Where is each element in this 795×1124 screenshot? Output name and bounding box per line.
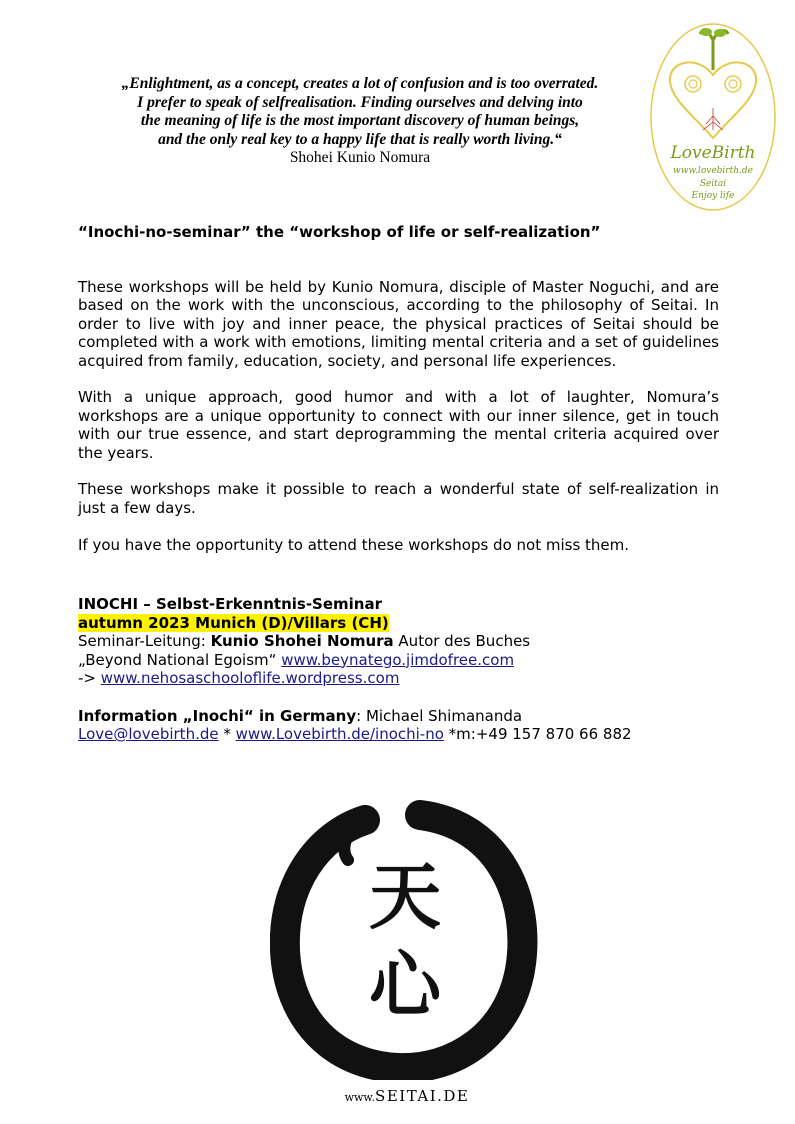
paragraph: These workshops make it possible to reach a wonderful state of self-realization in just a few days.: [78, 480, 719, 517]
spiral-icon: [685, 76, 701, 92]
footer-brand: SEITAI.DE: [375, 1087, 470, 1105]
quote-line: I prefer to speak of selfrealisation. Finding ourselves and delving into: [137, 93, 583, 111]
leader-prefix: Seminar-Leitung:: [78, 632, 211, 651]
leaf-icon: [700, 28, 712, 36]
body-text: [78, 278, 719, 572]
seminar-dates: autumn 2023 Munich (D)/Villars (CH): [78, 613, 389, 632]
roots-icon: [703, 108, 723, 130]
section-heading: “Inochi-no-seminar” the “workshop of life or self-realization”: [78, 223, 601, 241]
kanji-shin: 心: [368, 943, 442, 1027]
spiral-icon: [725, 76, 741, 92]
quote-author: Shohei Kunio Nomura: [289, 149, 431, 166]
footer-prefix: www.: [344, 1091, 376, 1104]
leaf-icon: [714, 29, 726, 37]
seminar-title: INOCHI – Selbst-Erkenntnis-Seminar: [78, 595, 382, 613]
phone-number: *m:+49 157 870 66 882: [443, 725, 632, 744]
paragraph: These workshops will be held by Kunio Nomura, disciple of Master Noguchi, and are based on the work with the unconscious, according to the philosophy of Seitai. In order to live with joy and inner peace, the physical practices of Seitai should be completed with a work with emotions, limiting mental criteria and a set of guidelines acquired from family, education, society, and personal life experiences.: [78, 278, 719, 370]
book-link[interactable]: www.beynatego.jimdofree.com: [281, 650, 515, 669]
separator-star: *: [218, 725, 236, 744]
quote-line: „Enlightment, as a concept, creates a lot of confusion and is too overrated.: [121, 75, 599, 92]
arrow-text: ->: [78, 669, 101, 688]
school-link[interactable]: www.nehosaschooloflife.wordpress.com: [100, 669, 400, 688]
logo-name: LoveBirth: [670, 143, 756, 163]
email-link[interactable]: Love@lovebirth.de: [78, 725, 219, 744]
quote-line: and the only real key to a happy life that is really worth living.“: [158, 130, 562, 148]
book-title: „Beyond National Egoism“: [78, 650, 282, 669]
web-link[interactable]: www.Lovebirth.de/inochi-no: [235, 725, 444, 744]
contact-sep: :: [356, 706, 366, 725]
quote-block: [60, 75, 660, 168]
lovebirth-logo: [648, 20, 778, 215]
paragraph: With a unique approach, good humor and with a lot of laughter, Nomura’s workshops are a unique opportunity to connect with our inner silence, get in touch with our true essence, and start deprogramming the mental criteria acquired over the years.: [78, 388, 719, 462]
contact-person: Michael Shimananda: [365, 706, 523, 725]
logo-url: www.lovebirth.de: [673, 166, 753, 176]
enso-stroke: [285, 815, 523, 1068]
enso-circle-icon: [270, 790, 540, 1080]
contact-label: Information „Inochi“ in Germany: [78, 706, 357, 725]
footer-website: [337, 1086, 477, 1105]
paragraph: If you have the opportunity to attend these workshops do not miss them.: [78, 535, 630, 554]
kanji-ten: 天: [368, 855, 442, 939]
seminar-info: [78, 595, 632, 744]
quote-line: the meaning of life is the most important discovery of human beings,: [140, 112, 580, 129]
leader-name: Kunio Shohei Nomura: [210, 632, 394, 651]
leader-suffix: Autor des Buches: [393, 632, 531, 651]
logo-line2: Enjoy life: [691, 191, 735, 201]
logo-line1: Seitai: [699, 179, 727, 189]
